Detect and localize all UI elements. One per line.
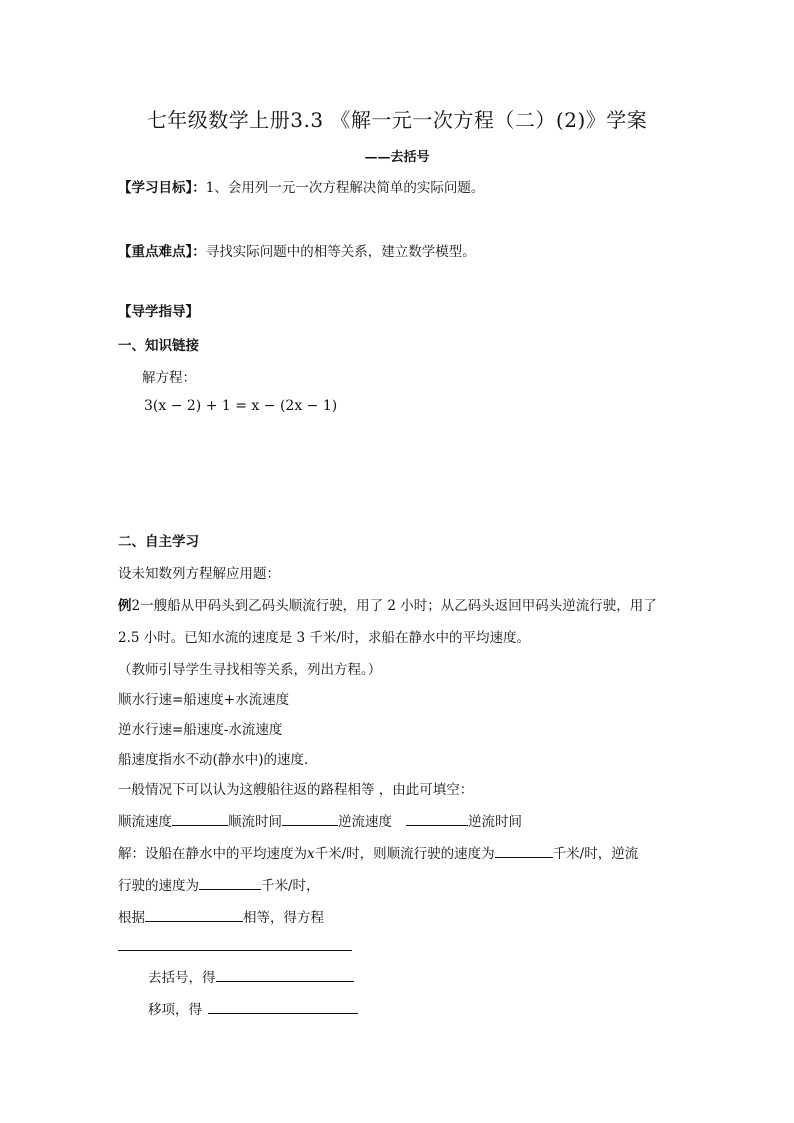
solution-line-2 [118,874,320,894]
objective-text: 1、会用列一元一次方程解决简单的实际问题。 [205,180,485,196]
step-transpose-label: 移项，得 [148,1002,202,1018]
basis-line [118,906,324,926]
step-expand-label: 去括号，得 [148,970,216,986]
blank-upstream-speed[interactable] [199,875,261,890]
objective-line [118,176,484,196]
blank-downstream-speed[interactable] [495,843,553,858]
step-expand-line [148,966,354,986]
blank-basis[interactable] [145,907,243,922]
page-subtitle: ——去括号 [364,150,430,165]
example-text-1: 2一艘船从甲码头到乙码头顺流行驶，用了 2 小时；从乙码头返回甲码头逆流行驶，用了 [131,598,657,614]
fill-upstream-speed: 逆流速度 [338,814,392,830]
equal-distance-statement: 一般情况下可以认为这艘船往返的路程相等 ，由此可填空： [118,782,474,798]
key-point-line [118,240,476,260]
section1-prompt: 解方程： [142,370,196,386]
solution-text-a: 解：设船在静水中的平均速度为 [118,846,307,862]
objective-label: 【学习目标】： [118,180,206,196]
section2-intro: 设未知数列方程解应用题： [118,566,280,582]
blank-1[interactable] [172,811,228,826]
equation-answer-line[interactable] [118,950,352,951]
fill-in-relation [118,810,522,830]
step-transpose-line [148,998,358,1018]
formula-downstream: 顺水行速=船速度+水流速度 [118,692,290,708]
fill-upstream-time: 逆流时间 [468,814,522,830]
key-point-text: 寻找实际问题中的相等关系，建立数学模型。 [205,244,476,260]
solution-line-1 [118,842,638,862]
blank-3[interactable] [406,811,468,826]
example-label: 例 [118,598,132,614]
teacher-note: （教师引导学生寻找相等关系，列出方程。） [118,662,382,678]
key-point-label: 【重点难点】： [118,244,206,260]
page-title: 七年级数学上册3.3 《解一元一次方程（二）(2)》学案 [146,108,648,132]
blank-transpose[interactable] [208,999,358,1014]
formula-still-water: 船速度指水不动(静水中)的速度. [118,752,309,768]
guide-heading: 【导学指导】 [118,304,199,320]
formula-upstream: 逆水行速=船速度-水流速度 [118,722,283,738]
solution-line2-text-b: 千米/时， [261,878,320,894]
solution-line2-text-a: 行驶的速度为 [118,878,199,894]
section1-heading: 一、知识链接 [118,338,199,354]
fill-downstream-speed: 顺流速度 [118,814,172,830]
blank-2[interactable] [282,811,338,826]
solution-text-c: 千米/时，逆流 [552,846,639,862]
solution-text-b: 千米/时，则顺流行驶的速度为 [314,846,495,862]
blank-expand[interactable] [216,967,354,982]
section2-heading: 二、自主学习 [118,534,199,550]
example-line-2: 2.5 小时。已知水流的速度是 3 千米/时，求船在静水中的平均速度。 [118,630,530,646]
example-line-1 [118,594,657,614]
section1-equation: 3(x − 2) + 1 = x − (2x − 1) [144,398,338,414]
variable-x: x [307,846,315,862]
basis-text-a: 根据 [118,910,145,926]
basis-text-b: 相等，得方程 [243,910,324,926]
fill-downstream-time: 顺流时间 [228,814,282,830]
